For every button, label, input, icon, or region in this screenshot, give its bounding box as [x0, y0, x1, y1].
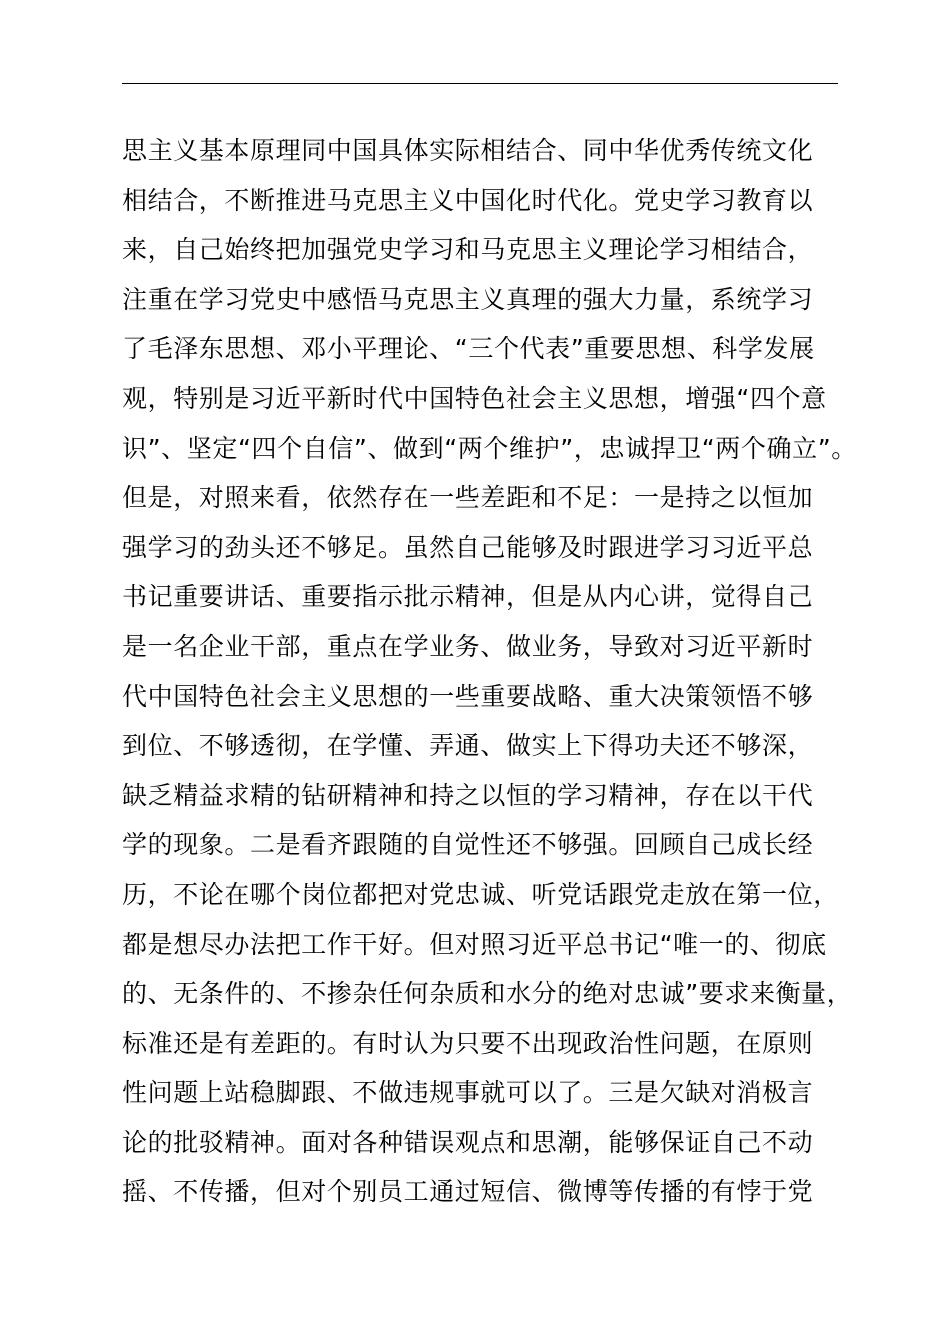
text-line: 性问题上站稳脚跟、不做违规事就可以了。三是欠缺对消极言	[122, 1078, 814, 1108]
text-line: 都是想尽办法把工作干好。但对照习近平总书记“唯一的、彻底	[122, 929, 827, 959]
text-line: 观，特别是习近平新时代中国特色社会主义思想，增强“四个意	[122, 383, 827, 413]
text-line: 到位、不够透彻，在学懂、弄通、做实上下得功夫还不够深，	[122, 731, 814, 761]
text-line: 来，自己始终把加强党史学习和马克思主义理论学习相结合，	[122, 235, 814, 265]
text-line: 是一名企业干部，重点在学业务、做业务，导致对习近平新时	[122, 631, 814, 661]
text-line: 但是，对照来看，依然存在一些差距和不足：一是持之以恒加	[122, 483, 814, 513]
text-line: 书记重要讲话、重要指示批示精神，但是从内心讲，觉得自己	[122, 582, 814, 612]
text-line: 论的批驳精神。面对各种错误观点和思潮，能够保证自己不动	[122, 1127, 814, 1157]
header-divider	[122, 83, 838, 84]
text-line: 识”、坚定“四个自信”、做到“两个维护”，忠诚捍卫“两个确立”。	[122, 433, 857, 463]
text-line: 的、无条件的、不掺杂任何杂质和水分的绝对忠诚”要求来衡量，	[122, 979, 853, 1009]
text-line: 历，不论在哪个岗位都把对党忠诚、听党话跟党走放在第一位，	[122, 879, 839, 909]
text-line: 标准还是有差距的。有时认为只要不出现政治性问题，在原则	[122, 1028, 814, 1058]
text-line: 注重在学习党史中感悟马克思主义真理的强大力量，系统学习	[122, 284, 814, 314]
text-line: 了毛泽东思想、邓小平理论、“三个代表”重要思想、科学发展	[122, 334, 815, 364]
body-paragraph	[122, 126, 862, 1217]
text-line: 摇、不传播，但对个别员工通过短信、微博等传播的有悖于党	[122, 1177, 814, 1207]
text-line: 学的现象。二是看齐跟随的自觉性还不够强。回顾自己成长经	[122, 830, 814, 860]
text-line: 代中国特色社会主义思想的一些重要战略、重大决策领悟不够	[122, 681, 814, 711]
text-line: 缺乏精益求精的钻研精神和持之以恒的学习精神，存在以干代	[122, 780, 814, 810]
text-line: 相结合，不断推进马克思主义中国化时代化。党史学习教育以	[122, 185, 814, 215]
text-line: 强学习的劲头还不够足。虽然自己能够及时跟进学习习近平总	[122, 532, 814, 562]
text-line: 思主义基本原理同中国具体实际相结合、同中华优秀传统文化	[122, 136, 814, 165]
